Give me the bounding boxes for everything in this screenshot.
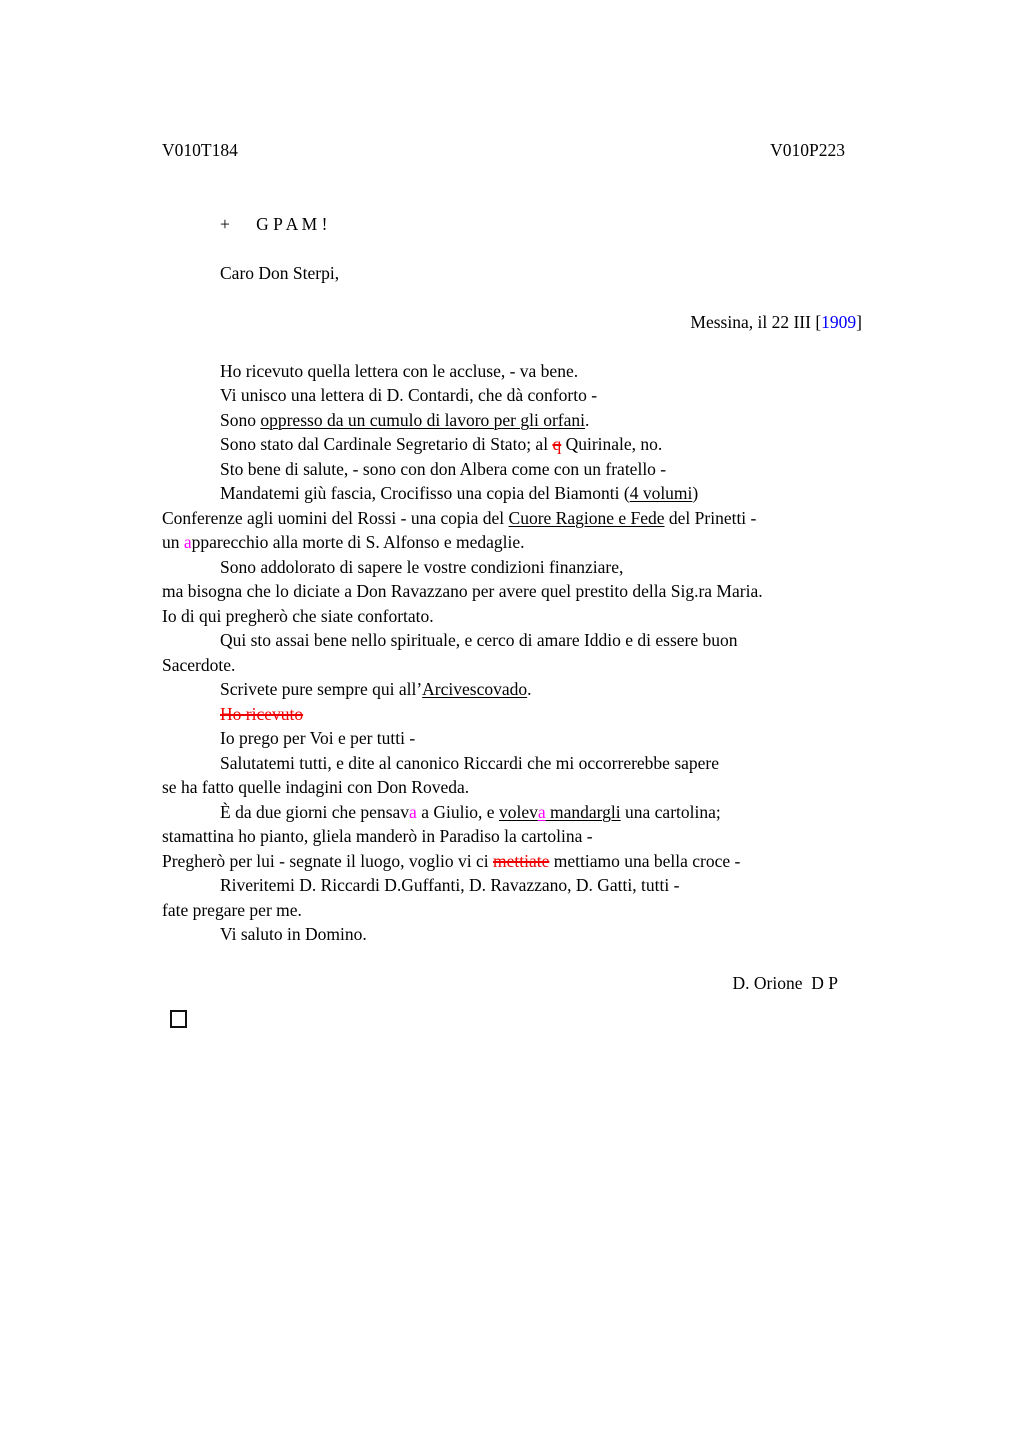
text-segment: stamattina ho pianto, gliela manderò in Paradiso la cartolina - bbox=[162, 826, 593, 846]
text-segment: Salutatemi tutti, e dite al canonico Riccardi che mi occorrerebbe sapere bbox=[220, 752, 720, 773]
text-segment: Vi saluto in Domino. bbox=[220, 924, 367, 944]
blank-line bbox=[162, 334, 862, 359]
text-segment: Sono addolorato di sapere le vostre condizioni finanziare, bbox=[220, 556, 624, 577]
blank-line bbox=[162, 285, 862, 310]
letter-line bbox=[162, 506, 862, 531]
text-segment: Ho ricevuto bbox=[220, 703, 304, 724]
square-line bbox=[162, 1006, 862, 1031]
letter-line bbox=[162, 604, 862, 629]
text-segment: . bbox=[527, 679, 532, 699]
text-segment: mandargli bbox=[545, 801, 621, 822]
blank-line bbox=[162, 236, 862, 261]
text-segment: oppresso da un cumulo di lavoro per gli orfani bbox=[260, 409, 586, 430]
document-code-left: V010T184 bbox=[162, 140, 238, 160]
text-segment: ] bbox=[856, 311, 862, 332]
text-segment: se ha fatto quelle indagini con Don Roveda. bbox=[162, 777, 470, 797]
text-segment: Pregherò per lui - segnate il luogo, voglio vi ci bbox=[162, 850, 493, 871]
document-code-right: V010P223 bbox=[770, 140, 845, 160]
text-segment: + G P A M ! bbox=[220, 213, 328, 234]
text-segment: a Giulio, e bbox=[416, 801, 499, 822]
letter-line bbox=[162, 849, 862, 874]
blank-line bbox=[162, 187, 862, 212]
text-segment: mettiate bbox=[492, 850, 550, 871]
text-segment: Qui sto assai bene nello spirituale, e cerco di amare Iddio e di essere buon bbox=[220, 630, 738, 650]
text-segment: Vi unisco una lettera di D. Contardi, che dà conforto - bbox=[220, 385, 598, 405]
text-segment: Messina, il 22 III [ bbox=[690, 311, 822, 332]
text-segment: ma bisogna che lo diciate a Don Ravazzano per avere quel prestito della Sig.ra Maria. bbox=[162, 581, 763, 601]
text-segment: Io prego per Voi e per tutti - bbox=[220, 728, 416, 748]
text-segment: Mandatemi giù fascia, Crocifisso una copia del Biamonti ( bbox=[220, 483, 630, 503]
text-segment: Io di qui pregherò che siate confortato. bbox=[162, 605, 434, 626]
letter-line bbox=[162, 922, 862, 947]
letter-line bbox=[162, 751, 862, 776]
text-segment: fate pregare per me. bbox=[162, 899, 302, 920]
letter-line bbox=[162, 457, 862, 482]
letter-line bbox=[162, 261, 862, 286]
text-segment: Ho ricevuto quella lettera con le accluse, - va bene. bbox=[220, 360, 579, 381]
text-segment: q bbox=[552, 434, 562, 454]
letter-content bbox=[162, 138, 862, 1030]
text-segment: Sacerdote. bbox=[162, 654, 236, 675]
text-segment: Caro Don Sterpi, bbox=[220, 262, 340, 283]
letter-line bbox=[162, 310, 862, 335]
blank-line bbox=[162, 163, 862, 188]
text-segment: a bbox=[409, 801, 417, 822]
text-segment: a bbox=[183, 532, 192, 552]
letter-line bbox=[162, 775, 862, 800]
text-segment: Conferenze agli uomini del Rossi - una copia del bbox=[162, 507, 509, 528]
letter-line bbox=[162, 824, 862, 849]
letter-line bbox=[162, 898, 862, 923]
text-segment: È da due giorni che pensav bbox=[220, 801, 410, 822]
signature-line: D. Orione D P bbox=[732, 973, 838, 993]
text-segment: Cuore Ragione e Fede bbox=[508, 507, 665, 528]
text-segment: 1909 bbox=[821, 311, 857, 332]
text-segment: Sono bbox=[220, 409, 261, 430]
letter-line bbox=[162, 408, 862, 433]
letter-line bbox=[162, 579, 862, 604]
text-segment: una cartolina; bbox=[620, 801, 721, 822]
letter-line bbox=[162, 432, 862, 457]
text-segment: Sto bene di salute, - sono con don Albera come con un fratello - bbox=[220, 458, 667, 479]
text-segment: a bbox=[537, 801, 546, 822]
letter-line bbox=[162, 677, 862, 702]
letter-line bbox=[162, 726, 862, 751]
empty-box-glyph bbox=[170, 1010, 187, 1028]
text-segment: Quirinale, no. bbox=[561, 434, 663, 454]
text-segment: . bbox=[585, 409, 590, 430]
letter-line bbox=[162, 383, 862, 408]
letter-body bbox=[162, 163, 862, 947]
text-segment: Scrivete pure sempre qui all’ bbox=[220, 679, 423, 699]
text-segment: del Prinetti - bbox=[664, 507, 757, 528]
letter-line bbox=[162, 212, 862, 237]
letter-line bbox=[162, 481, 862, 506]
text-segment: un bbox=[162, 532, 184, 552]
text-segment: Arcivescovado bbox=[422, 679, 528, 699]
letter-line bbox=[162, 873, 862, 898]
text-segment: Riveritemi D. Riccardi D.Guffanti, D. Ravazzano, D. Gatti, tutti - bbox=[220, 875, 680, 895]
text-segment: 4 volumi bbox=[629, 483, 693, 503]
text-segment: Sono stato dal Cardinale Segretario di Stato; al bbox=[220, 434, 553, 454]
letter-line bbox=[162, 628, 862, 653]
text-segment: volev bbox=[498, 801, 538, 822]
page-header bbox=[162, 138, 862, 163]
text-segment: mettiamo una bella croce - bbox=[549, 850, 741, 871]
letter-line bbox=[162, 702, 862, 727]
text-segment: pparecchio alla morte di S. Alfonso e medaglie. bbox=[191, 532, 525, 552]
letter-line bbox=[162, 653, 862, 678]
letter-line bbox=[162, 800, 862, 825]
letter-line bbox=[162, 359, 862, 384]
letter-line bbox=[162, 555, 862, 580]
text-segment: ) bbox=[692, 483, 699, 503]
letter-line bbox=[162, 530, 862, 555]
